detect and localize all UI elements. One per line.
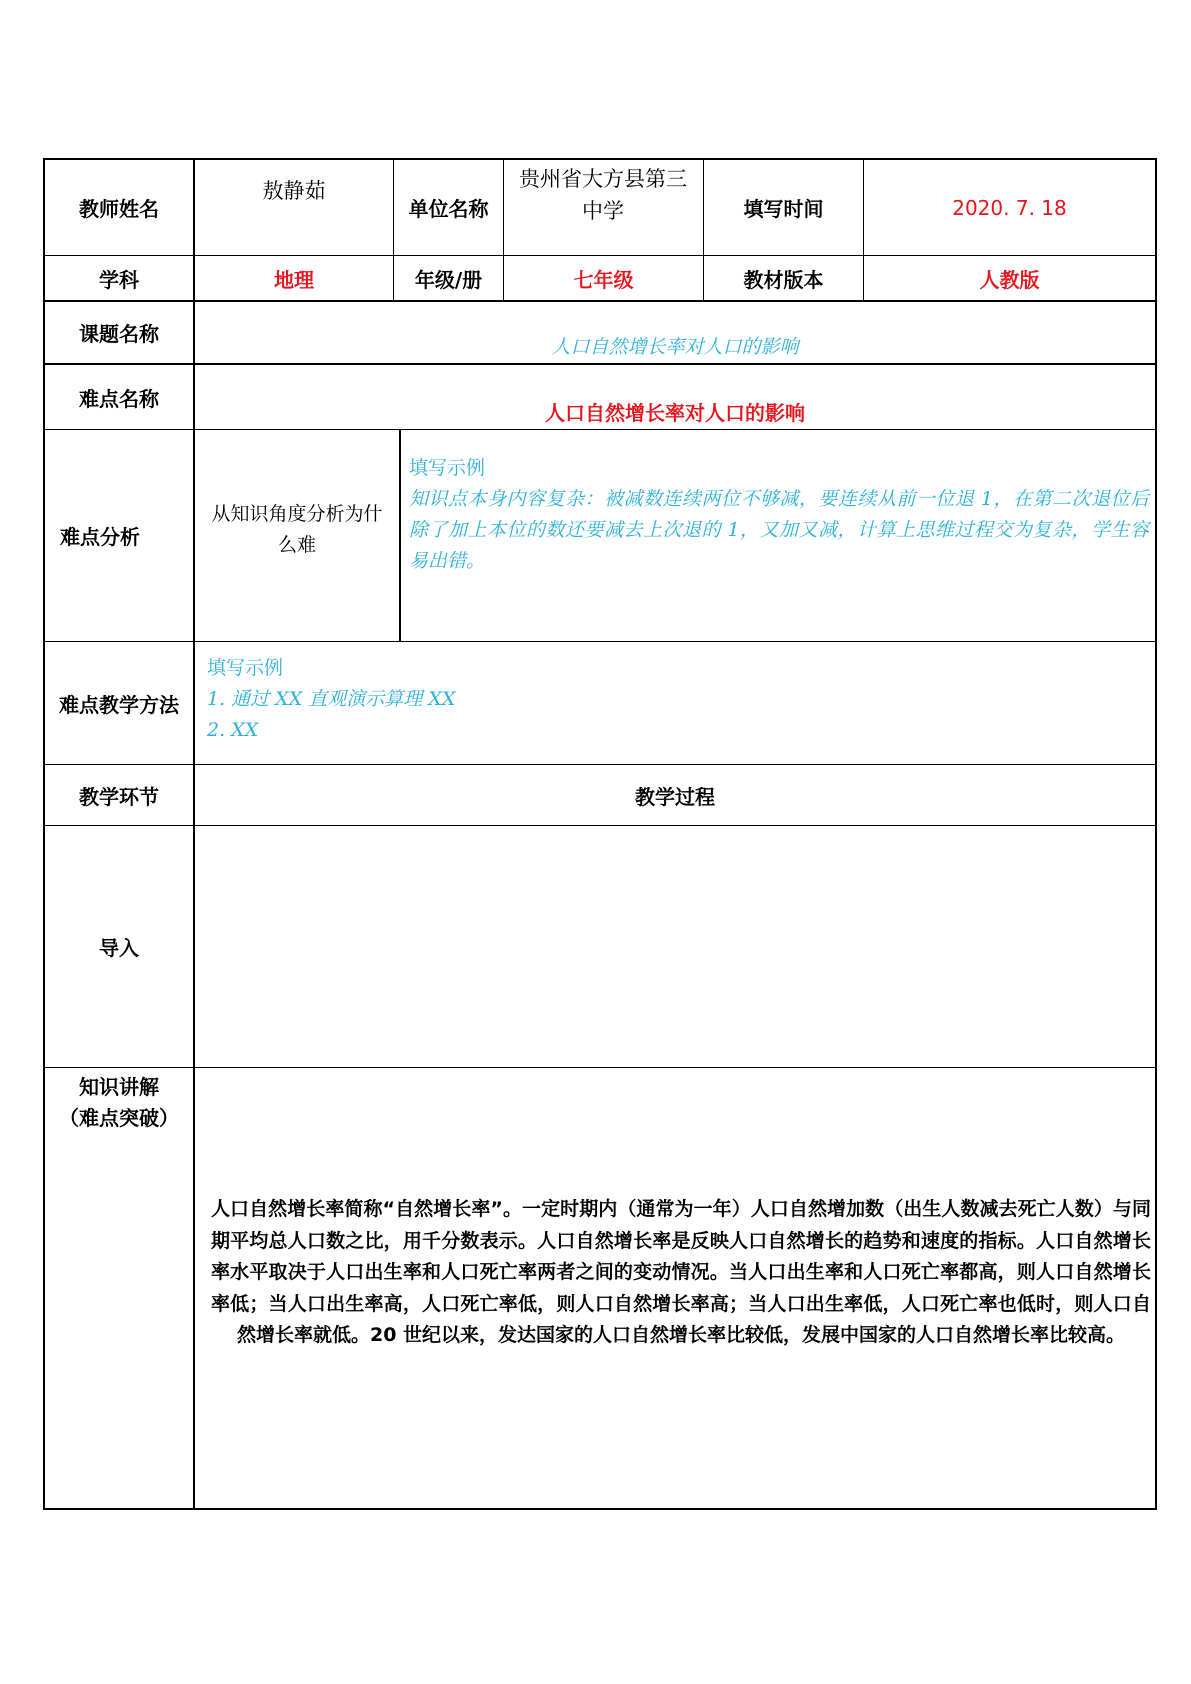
analysis-sub-label: 从知识角度分析为什么难 — [211, 503, 383, 556]
topic-value: 人口自然增长率对人口的影响 — [551, 335, 799, 358]
grade-value: 七年级 — [573, 267, 634, 292]
knowledge-label-line1: 知识讲解 — [79, 1075, 159, 1099]
subject-value: 地理 — [274, 267, 314, 292]
knowledge-label — [45, 1068, 193, 1138]
teaching-process-header: 教学过程 — [635, 784, 715, 809]
row-divider — [45, 363, 1155, 365]
analysis-label: 难点分析 — [60, 525, 140, 549]
fill-date-value: 2020. 7. 18 — [952, 195, 1067, 220]
teaching-stage-header: 教学环节 — [79, 784, 159, 809]
analysis-divider — [399, 430, 401, 641]
unit-name-label: 单位名称 — [408, 197, 489, 221]
lesson-plan-form — [43, 158, 1157, 1510]
teacher-name-value: 敖静茹 — [262, 179, 326, 203]
subject-label: 学科 — [99, 267, 139, 292]
edition-value: 人教版 — [979, 267, 1040, 292]
difficulty-value: 人口自然增长率对人口的影响 — [545, 400, 805, 425]
knowledge-content: 人口自然增长率简称“自然增长率”。一定时期内（通常为一年）人口自然增加数（出生人数减去死亡人数）与同期平均总人口数之比，用千分数表示。人口自然增长率是反映人口自然增长的趋势和速度的指标。人口自然增长率水平取决于人口出生率和人口死亡率两者之间的变动情况。当人口出生率和人口死亡率都高，则人口自然增长率低；当人口出生率高，人口死亡率低，则人口自然增长率高；当人口出生率低，人口死亡率也低时，则人口自然增长率就低。20 世纪以来，发达国家的人口自然增长率比较低，发展中国家的人口自然增长率比较高。 — [211, 1198, 1151, 1346]
grade-label: 年级/册 — [414, 267, 483, 292]
topic-label: 课题名称 — [79, 322, 159, 346]
edition-label: 教材版本 — [743, 267, 824, 292]
analysis-example-heading: 填写示例 — [409, 457, 486, 479]
teaching-method-example — [207, 653, 1107, 746]
analysis-example — [409, 453, 1149, 577]
method-item: 1. 通过 XX 直观演示算理 XX — [207, 688, 456, 710]
teacher-name-label: 教师姓名 — [79, 197, 159, 221]
difficulty-label: 难点名称 — [79, 386, 159, 411]
knowledge-label-line2: （难点突破） — [59, 1106, 179, 1130]
method-item: 2. XX — [207, 719, 259, 741]
analysis-example-text: 知识点本身内容复杂：被减数连续两位不够减，要连续从前一位退 1，在第二次退位后除了加上本位的数还要减去上次退的 1，又加又减，计算上思维过程交为复杂，学生容易出错。 — [409, 488, 1149, 572]
row-divider — [45, 429, 1155, 430]
row-divider — [45, 300, 1155, 302]
intro-label: 导入 — [99, 936, 139, 960]
unit-name-value: 贵州省大方县第三中学 — [519, 167, 687, 223]
method-example-heading: 填写示例 — [207, 657, 284, 679]
row-divider — [45, 641, 1155, 642]
intro-content — [195, 826, 1155, 1067]
fill-date-label: 填写时间 — [743, 197, 824, 221]
teaching-method-label: 难点教学方法 — [59, 692, 179, 717]
row-divider — [45, 1067, 1155, 1068]
